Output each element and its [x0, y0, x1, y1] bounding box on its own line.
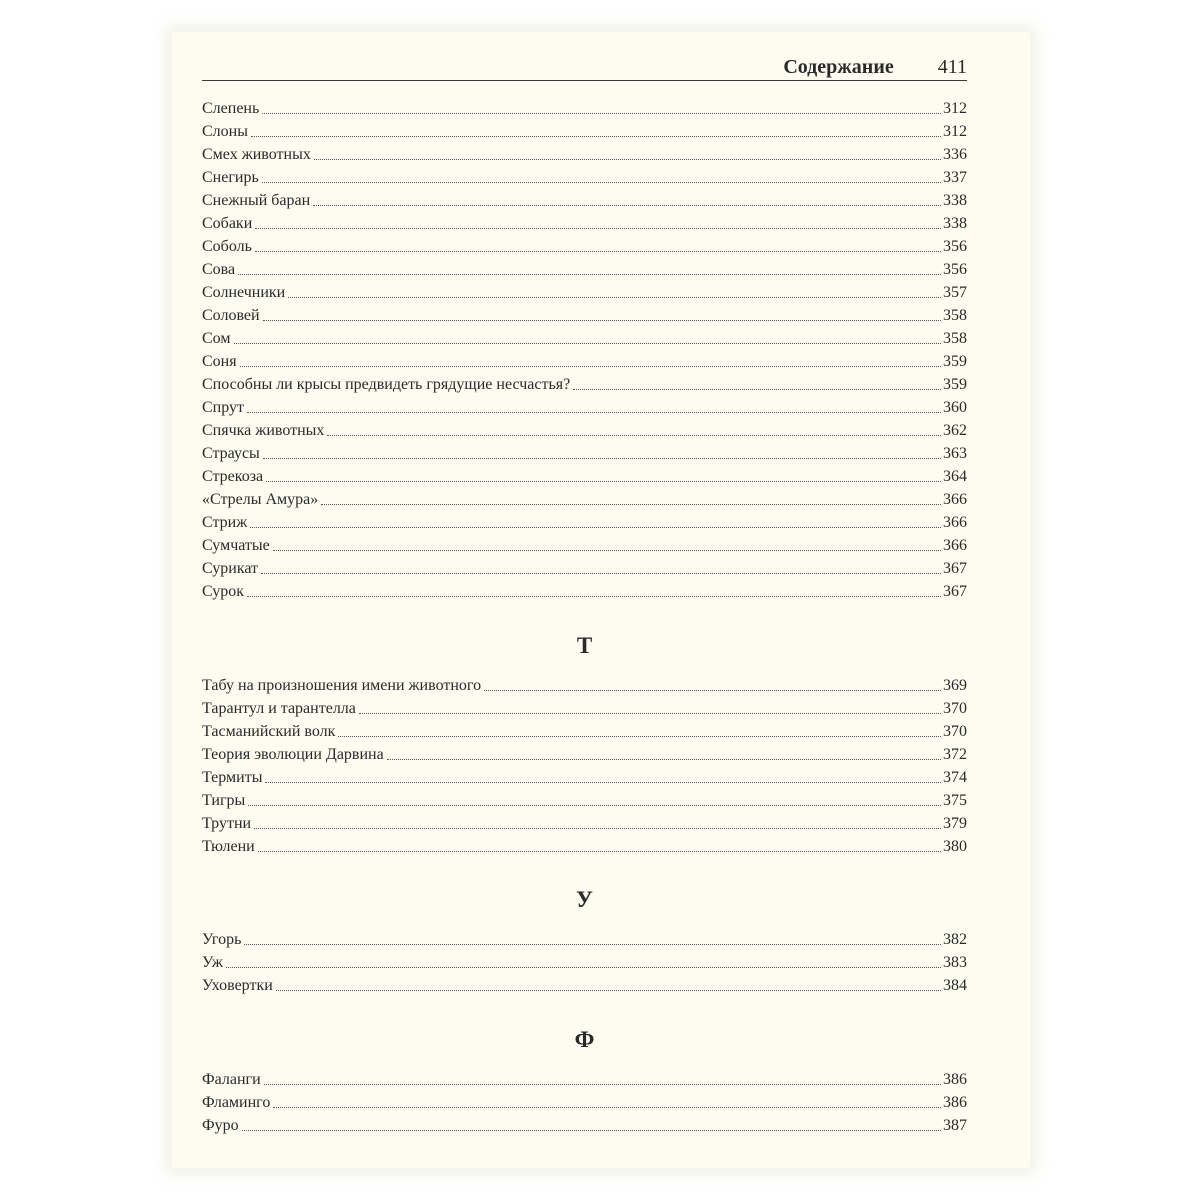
toc-entry-title: Собаки — [202, 215, 253, 232]
dot-leader — [248, 805, 941, 806]
toc-entry — [202, 696, 967, 719]
toc-entry-title: Слепень — [202, 100, 260, 117]
toc-entry-page-number: 386 — [943, 1094, 967, 1111]
toc-entry — [202, 464, 967, 487]
dot-leader — [288, 297, 941, 298]
toc-entry — [202, 96, 967, 119]
toc-entry-title: Сумчатые — [202, 537, 270, 554]
toc-entry-page-number: 367 — [943, 583, 967, 600]
dot-leader — [255, 228, 941, 229]
toc-entry-page-number: 382 — [943, 931, 967, 948]
toc-entry — [202, 834, 967, 857]
toc-entry — [202, 1113, 967, 1136]
toc-entry-title: Фламинго — [202, 1094, 271, 1111]
toc-entry — [202, 673, 967, 696]
toc-entry — [202, 579, 967, 602]
dot-leader — [262, 182, 941, 183]
toc-entry-page-number: 379 — [943, 815, 967, 832]
toc-entry-title: Угорь — [202, 931, 242, 948]
book-page — [172, 32, 1030, 1168]
header-rule — [202, 80, 967, 81]
toc-entry-title: Тасманийский волк — [202, 723, 336, 740]
toc-entry-page-number: 366 — [943, 514, 967, 531]
toc-entry — [202, 765, 967, 788]
toc-entry-page-number: 387 — [943, 1117, 967, 1134]
header-title: Содержание — [783, 56, 894, 78]
toc-entry — [202, 973, 967, 996]
toc-entry-page-number: 372 — [943, 746, 967, 763]
dot-leader — [238, 274, 941, 275]
dot-leader — [273, 550, 941, 551]
dot-leader — [338, 736, 941, 737]
dot-leader — [266, 481, 941, 482]
toc-entry-page-number: 366 — [943, 491, 967, 508]
dot-leader — [255, 251, 941, 252]
dot-leader — [321, 504, 941, 505]
toc-entry-title: Фуро — [202, 1117, 239, 1134]
toc-entry-title: Тюлени — [202, 838, 255, 855]
toc-entry-title: Уховертки — [202, 977, 273, 994]
section-letter-heading: Т — [576, 633, 593, 658]
toc-entry-page-number: 356 — [943, 238, 967, 255]
dot-leader — [387, 759, 941, 760]
dot-leader — [265, 782, 941, 783]
toc-entry — [202, 742, 967, 765]
toc-entry-page-number: 366 — [943, 537, 967, 554]
toc-entry-title: Способны ли крысы предвидеть грядущие несчастья? — [202, 376, 571, 393]
toc-entry-title: Соболь — [202, 238, 252, 255]
dot-leader — [251, 136, 941, 137]
section-letter-heading: Ф — [574, 1027, 595, 1052]
toc-entry-title: Табу на произношения имени животного — [202, 677, 482, 694]
dot-leader — [247, 412, 941, 413]
toc-entry — [202, 349, 967, 372]
toc-entry-title: Соня — [202, 353, 237, 370]
running-header — [202, 56, 967, 78]
toc-entry-page-number: 358 — [943, 330, 967, 347]
toc-entry-page-number: 337 — [943, 169, 967, 186]
dot-leader — [261, 573, 941, 574]
toc-entry-page-number: 358 — [943, 307, 967, 324]
toc-entry-page-number: 359 — [943, 353, 967, 370]
toc-entry-title: Уж — [202, 954, 223, 971]
dot-leader — [247, 596, 941, 597]
toc-entry-page-number: 357 — [943, 284, 967, 301]
toc-entry-title: Снегирь — [202, 169, 259, 186]
dot-leader — [276, 990, 941, 991]
dot-leader — [254, 828, 941, 829]
toc-entry-page-number: 338 — [943, 215, 967, 232]
dot-leader — [242, 1130, 941, 1131]
toc-entry-title: Смех животных — [202, 146, 311, 163]
toc-entry-page-number: 370 — [943, 723, 967, 740]
dot-leader — [573, 389, 941, 390]
toc-entry — [202, 788, 967, 811]
toc-entry-page-number: 384 — [943, 977, 967, 994]
dot-leader — [314, 159, 941, 160]
toc-entry-page-number: 375 — [943, 792, 967, 809]
toc-entry — [202, 556, 967, 579]
toc-entry-page-number: 360 — [943, 399, 967, 416]
header-page-number: 411 — [937, 56, 967, 78]
toc-entry — [202, 303, 967, 326]
toc-entry-title: Сурок — [202, 583, 245, 600]
toc-entry-title: Снежный баран — [202, 192, 311, 209]
toc-entry-title: Сова — [202, 261, 236, 278]
dot-leader — [234, 343, 942, 344]
toc-entry — [202, 211, 967, 234]
toc-entry — [202, 395, 967, 418]
toc-entry-page-number: 383 — [943, 954, 967, 971]
toc-entry — [202, 950, 967, 973]
toc-entry-page-number: 369 — [943, 677, 967, 694]
toc-entry-title: Сом — [202, 330, 231, 347]
toc-entry — [202, 234, 967, 257]
dot-leader — [484, 690, 941, 691]
toc-entry — [202, 257, 967, 280]
toc-entry-title: Теория эволюции Дарвина — [202, 746, 384, 763]
dot-leader — [258, 851, 941, 852]
dot-leader — [263, 320, 941, 321]
toc-entry-title: Стриж — [202, 514, 248, 531]
toc-entry-page-number: 362 — [943, 422, 967, 439]
toc-entry — [202, 719, 967, 742]
toc-entry — [202, 142, 967, 165]
toc-entry-title: Тарантул и тарантелла — [202, 700, 356, 717]
dot-leader — [327, 435, 941, 436]
toc-entry — [202, 418, 967, 441]
toc-entry-title: Термиты — [202, 769, 263, 786]
toc-entry — [202, 927, 967, 950]
toc-entry-title: Спрут — [202, 399, 245, 416]
dot-leader — [359, 713, 941, 714]
toc-entry-page-number: 336 — [943, 146, 967, 163]
toc-entry — [202, 533, 967, 556]
toc-entry — [202, 1090, 967, 1113]
toc-entry — [202, 510, 967, 533]
toc-entry — [202, 441, 967, 464]
toc-entry-page-number: 356 — [943, 261, 967, 278]
toc-entry-page-number: 367 — [943, 560, 967, 577]
toc-entry — [202, 188, 967, 211]
toc-entry-page-number: 363 — [943, 445, 967, 462]
toc-entry-title: Тигры — [202, 792, 246, 809]
toc-entry-title: Стрекоза — [202, 468, 264, 485]
toc-entry-page-number: 374 — [943, 769, 967, 786]
toc-entry-page-number: 338 — [943, 192, 967, 209]
toc-entry — [202, 487, 967, 510]
toc-entry-page-number: 380 — [943, 838, 967, 855]
toc-entry-title: Страусы — [202, 445, 260, 462]
toc-entry-title: Сурикат — [202, 560, 259, 577]
toc-entry — [202, 811, 967, 834]
toc-entry-page-number: 312 — [943, 100, 967, 117]
toc-entry-page-number: 386 — [943, 1071, 967, 1088]
dot-leader — [264, 1084, 941, 1085]
dot-leader — [263, 458, 941, 459]
toc-entry — [202, 326, 967, 349]
toc-entry-title: Трутни — [202, 815, 252, 832]
dot-leader — [250, 527, 941, 528]
toc-entry — [202, 1067, 967, 1090]
toc-entry — [202, 372, 967, 395]
dot-leader — [244, 944, 941, 945]
toc-entry — [202, 119, 967, 142]
section-letter-heading: У — [576, 887, 593, 912]
toc-entry-title: «Стрелы Амура» — [202, 491, 319, 508]
toc-entry-title: Фаланги — [202, 1071, 261, 1088]
dot-leader — [226, 967, 941, 968]
dot-leader — [313, 205, 941, 206]
dot-leader — [240, 366, 941, 367]
toc-entry — [202, 280, 967, 303]
toc-entry-title: Соловей — [202, 307, 260, 324]
toc-entry-title: Слоны — [202, 123, 248, 140]
dot-leader — [262, 113, 941, 114]
toc-entry-page-number: 312 — [943, 123, 967, 140]
toc-entry-title: Солнечники — [202, 284, 286, 301]
toc-entry — [202, 165, 967, 188]
toc-entry-page-number: 364 — [943, 468, 967, 485]
toc-entry-page-number: 359 — [943, 376, 967, 393]
toc-entry-page-number: 370 — [943, 700, 967, 717]
toc-entry-title: Спячка животных — [202, 422, 325, 439]
dot-leader — [273, 1107, 941, 1108]
